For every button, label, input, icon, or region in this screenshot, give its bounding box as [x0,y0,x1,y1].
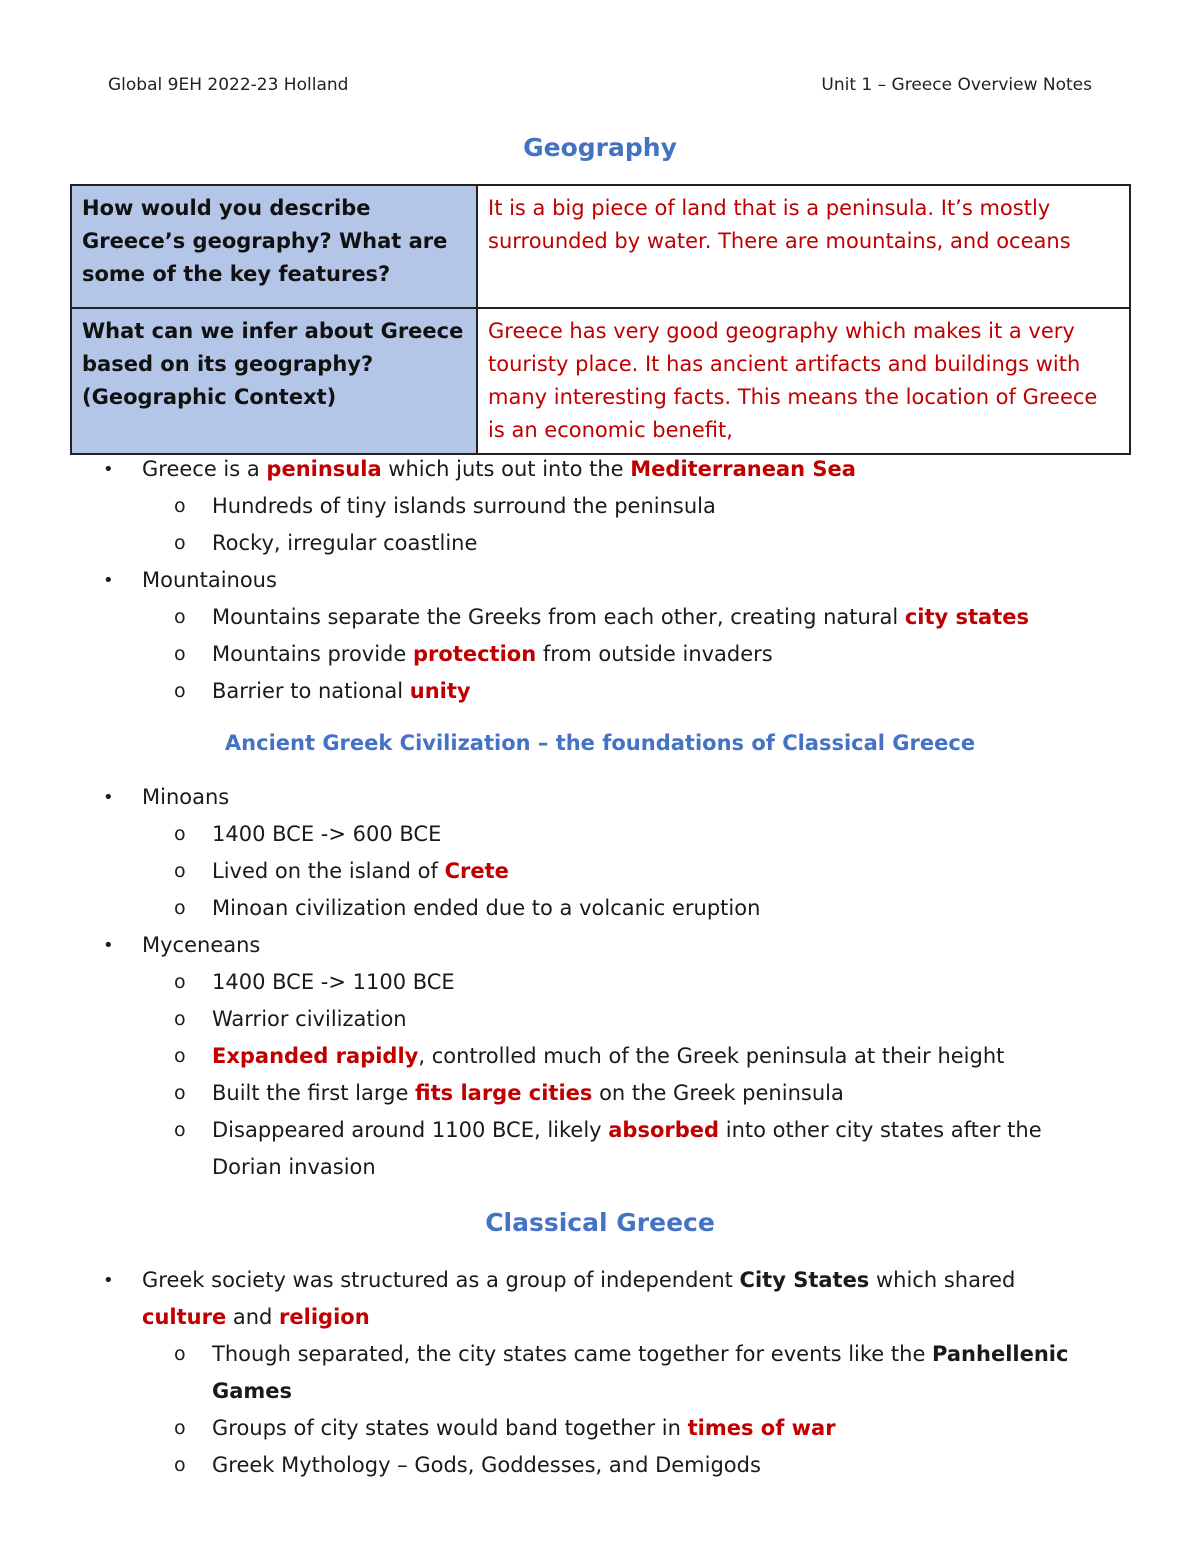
keyword: culture [142,1305,227,1329]
list-item [0,816,1200,853]
keyword: absorbed [608,1118,720,1142]
list-text: Minoan civilization ended due to a volcanic eruption [212,896,761,920]
bold-term: City States [739,1268,870,1292]
list-item [0,779,1200,816]
bullet-marker: • [103,1270,114,1291]
list-item [0,1336,1200,1410]
keyword: unity [409,679,471,703]
list-item [0,488,1200,525]
bullet-marker: • [103,459,114,480]
geography-title: Geography [523,133,677,162]
list-text: Mountains separate the Greeks from each other, creating natural [212,605,905,629]
list-text: on the Greek peninsula [592,1081,844,1105]
list-text: Warrior civilization [212,1007,407,1031]
classical-title: Classical Greece [485,1208,715,1237]
geography-notes [0,451,1200,710]
bold-term: Panhellenic Games [212,1342,1069,1403]
list-text: Mountainous [142,568,277,592]
list-text: 1400 BCE -> 600 BCE [212,822,442,846]
keyword: religion [279,1305,370,1329]
list-item [0,451,1200,488]
list-item [0,927,1200,964]
list-item [0,1112,1200,1186]
list-text: and [226,1305,280,1329]
list-item [0,562,1200,599]
list-item [0,636,1200,673]
list-item [0,1038,1200,1075]
list-text: Greek society was structured as a group of independent [142,1268,740,1292]
ancient-title: Ancient Greek Civilization – the foundations of Classical Greece [224,731,976,755]
answer-cell: Greece has very good geography which makes it a very touristy place. It has ancient artifacts and buildings with many interesting facts. This means the location of Greece is an economic benefit, [477,308,1130,454]
list-item [0,1075,1200,1112]
keyword: times of war [687,1416,836,1440]
keyword: peninsula [266,457,382,481]
bullet-marker: • [103,570,114,591]
geography-table [70,184,1131,455]
sub-bullet-marker: o [174,680,186,702]
list-text: into other city states after the Dorian invasion [212,1118,1042,1179]
bullet-marker: • [103,787,114,808]
list-text: Though separated, the city states came together for events like the [212,1342,933,1366]
sub-bullet-marker: o [174,823,186,845]
answer-cell: It is a big piece of land that is a peninsula. It’s mostly surrounded by water. There are mountains, and oceans [477,185,1130,308]
list-text: Greece is a [142,457,267,481]
header-left: Global 9EH 2022-23 Holland [108,75,349,95]
sub-bullet-marker: o [174,1008,186,1030]
list-text: Greek Mythology – Gods, Goddesses, and Demigods [212,1453,761,1477]
list-item [0,1410,1200,1447]
keyword: Crete [444,859,509,883]
list-text: Hundreds of tiny islands surround the peninsula [212,494,716,518]
list-text: which shared [869,1268,1016,1292]
sub-bullet-marker: o [174,532,186,554]
list-item [0,525,1200,562]
list-item [0,1001,1200,1038]
sub-bullet-marker: o [174,643,186,665]
sub-bullet-marker: o [174,1417,186,1439]
list-item [0,599,1200,636]
list-text: Barrier to national [212,679,410,703]
list-text: , controlled much of the Greek peninsula at their height [418,1044,1005,1068]
keyword: protection [413,642,537,666]
classical-notes [0,1262,1200,1484]
list-text: Rocky, irregular coastline [212,531,478,555]
question-cell: What can we infer about Greece based on its geography? (Geographic Context) [71,308,477,454]
header-right: Unit 1 – Greece Overview Notes [821,75,1092,95]
list-item [0,890,1200,927]
list-item [0,1447,1200,1484]
list-item [0,964,1200,1001]
sub-bullet-marker: o [174,1119,186,1141]
list-text: Minoans [142,785,230,809]
question-cell: How would you describe Greece’s geography? What are some of the key features? [71,185,477,308]
list-text: Mountains provide [212,642,413,666]
list-text: Myceneans [142,933,261,957]
sub-bullet-marker: o [174,495,186,517]
sub-bullet-marker: o [174,860,186,882]
list-text: Built the first large [212,1081,416,1105]
table-row [71,185,1130,308]
list-text: Disappeared around 1100 BCE, likely [212,1118,609,1142]
list-item [0,1262,1200,1336]
sub-bullet-marker: o [174,897,186,919]
sub-bullet-marker: o [174,1343,186,1365]
list-item [0,673,1200,710]
list-item [0,853,1200,890]
sub-bullet-marker: o [174,1045,186,1067]
list-text: which juts out into the [381,457,631,481]
sub-bullet-marker: o [174,971,186,993]
ancient-notes [0,779,1200,1186]
list-text: from outside invaders [536,642,773,666]
list-text: 1400 BCE -> 1100 BCE [212,970,455,994]
list-text: Lived on the island of [212,859,445,883]
keyword: fits large cities [415,1081,593,1105]
keyword: Mediterranean Sea [630,457,856,481]
sub-bullet-marker: o [174,606,186,628]
sub-bullet-marker: o [174,1082,186,1104]
keyword: city states [904,605,1030,629]
sub-bullet-marker: o [174,1454,186,1476]
table-row [71,308,1130,454]
list-text: Groups of city states would band together in [212,1416,688,1440]
keyword: Expanded rapidly [212,1044,419,1068]
bullet-marker: • [103,935,114,956]
